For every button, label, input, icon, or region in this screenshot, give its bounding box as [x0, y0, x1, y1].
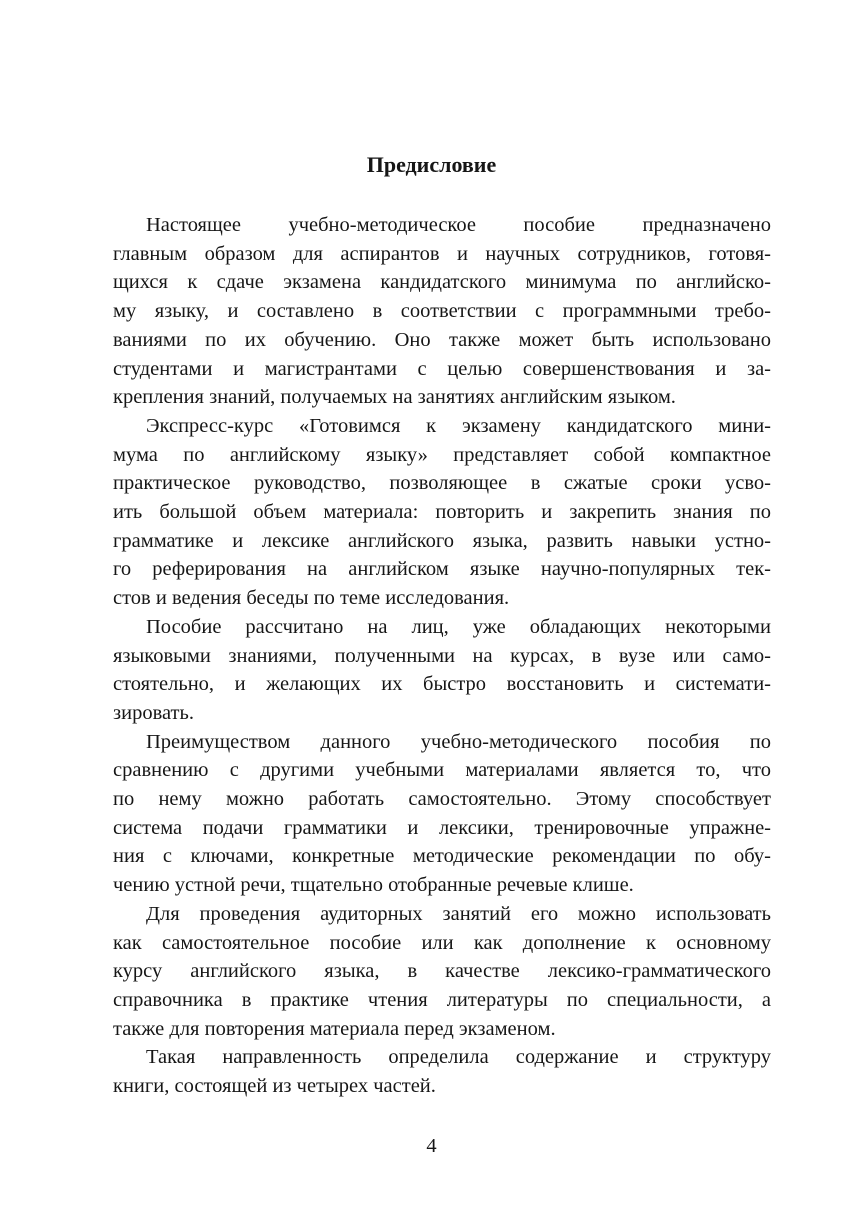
text-line: как самостоятельное пособие или как дополнение к основному — [113, 931, 771, 954]
text-line: Пособие рассчитано на лиц, уже обладающих некоторыми — [146, 615, 771, 638]
text-line: ить большой объем материала: повторить и закрепить знания по — [113, 501, 771, 523]
text-line: по нему можно работать самостоятельно. Этому способствует — [113, 788, 771, 810]
text-line: также для повторения материала перед экзаменом. — [113, 1017, 556, 1040]
page-title: Предисловие — [366, 152, 497, 177]
text-line: Настоящее учебно-методическое пособие предназначено — [146, 214, 771, 236]
text-line: система подачи грамматики и лексики, тренировочные упражне- — [113, 816, 771, 839]
text-line: Преимуществом данного учебно-методического пособия по — [146, 730, 771, 753]
text-line: стоятельно, и желающих их быстро восстановить и системати- — [113, 673, 771, 696]
text-line: практическое руководство, позволяющее в сжатые сроки усво- — [113, 472, 771, 495]
text-line: ния с ключами, конкретные методические рекомендации по обу- — [113, 845, 771, 868]
text-line: языковыми знаниями, полученными на курсах, в вузе или само- — [113, 644, 771, 667]
text-line: чению устной речи, тщательно отобранные речевые клише. — [113, 874, 634, 897]
text-line: Экспресс-курс «Готовимся к экзамену кандидатского мини- — [146, 414, 771, 437]
text-line: книги, состоящей из четырех частей. — [113, 1075, 436, 1097]
text-line: му языку, и составлено в соответствии с программными требо- — [113, 300, 771, 323]
text-line: студентами и магистрантами с целью совершенствования и за- — [113, 357, 771, 380]
text-line: зировать. — [113, 701, 194, 724]
text-line: го реферирования на английском языке научно-популярных тек- — [113, 558, 771, 581]
page-number: 4 — [426, 1135, 437, 1157]
text-line: Такая направленность определила содержание и структуру — [146, 1046, 771, 1069]
text-line: крепления знаний, получаемых на занятиях английским языком. — [113, 386, 676, 409]
text-line: Для проведения аудиторных занятий его можно использовать — [146, 902, 771, 925]
text-line: грамматике и лексике английского языка, развить навыки устно- — [113, 529, 771, 552]
text-line: мума по английскому языку» представляет собой компактное — [113, 443, 771, 466]
text-line: справочника в практике чтения литературы по специальности, а — [113, 988, 771, 1011]
text-line: стов и ведения беседы по теме исследования. — [113, 587, 510, 610]
text-line: ваниями по их обучению. Оно также может быть использовано — [113, 328, 771, 351]
text-line: главным образом для аспирантов и научных сотрудников, готовя- — [113, 242, 771, 265]
text-line: щихся к сдаче экзамена кандидатского минимума по английско- — [113, 271, 771, 294]
text-line: сравнению с другими учебными материалами является то, что — [113, 759, 771, 782]
text-line: курсу английского языка, в качестве лексико-грамматического — [113, 960, 771, 983]
